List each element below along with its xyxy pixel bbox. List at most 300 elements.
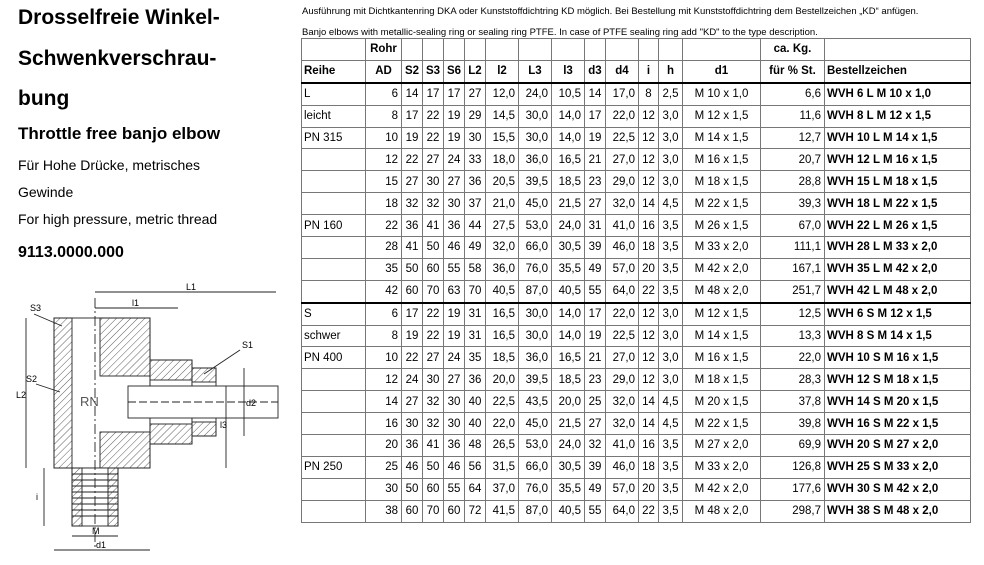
cell-L3: 87,0 bbox=[519, 280, 552, 302]
cell-weight: 177,6 bbox=[761, 478, 825, 500]
cell-l2: 16,5 bbox=[486, 303, 519, 325]
header-top-cell bbox=[825, 39, 971, 61]
cell-d4: 32,0 bbox=[606, 391, 639, 413]
cell-l2: 20,5 bbox=[486, 171, 519, 193]
cell-ad: 42 bbox=[366, 280, 402, 302]
cell-d1: M 27 x 2,0 bbox=[683, 435, 761, 457]
cell-i: 20 bbox=[639, 258, 659, 280]
cell-reihe: PN 400 bbox=[302, 347, 366, 369]
cell-l2: 15,5 bbox=[486, 127, 519, 149]
cell-d4: 29,0 bbox=[606, 369, 639, 391]
cell-s6: 19 bbox=[444, 127, 465, 149]
desc-en: For high pressure, metric thread bbox=[18, 211, 218, 227]
cell-order-code: WVH 22 L M 26 x 1,5 bbox=[825, 215, 971, 237]
table-row bbox=[302, 325, 971, 347]
cell-l3: 30,5 bbox=[552, 456, 585, 478]
header-d4: d4 bbox=[606, 60, 639, 82]
cell-l2: 27,5 bbox=[486, 215, 519, 237]
cell-reihe bbox=[302, 149, 366, 171]
cell-ad: 18 bbox=[366, 193, 402, 215]
cell-i: 16 bbox=[639, 215, 659, 237]
cell-ad: 14 bbox=[366, 391, 402, 413]
cell-d4: 22,5 bbox=[606, 127, 639, 149]
cell-l3: 10,5 bbox=[552, 83, 585, 105]
cell-weight: 67,0 bbox=[761, 215, 825, 237]
header-top-cell bbox=[585, 39, 606, 61]
cell-l3: 40,5 bbox=[552, 500, 585, 522]
cell-ad: 28 bbox=[366, 237, 402, 259]
cell-weight: 37,8 bbox=[761, 391, 825, 413]
cell-L3: 66,0 bbox=[519, 456, 552, 478]
cell-weight: 6,6 bbox=[761, 83, 825, 105]
cell-s6: 30 bbox=[444, 391, 465, 413]
cell-i: 12 bbox=[639, 347, 659, 369]
cell-s2: 36 bbox=[402, 435, 423, 457]
cell-d3: 21 bbox=[585, 149, 606, 171]
cell-L3: 53,0 bbox=[519, 435, 552, 457]
cell-order-code: WVH 8 S M 14 x 1,5 bbox=[825, 325, 971, 347]
cell-l3: 20,0 bbox=[552, 391, 585, 413]
cell-h: 2,5 bbox=[659, 83, 683, 105]
header-top-cell bbox=[552, 39, 585, 61]
cell-d1: M 14 x 1,5 bbox=[683, 127, 761, 149]
cell-s6: 36 bbox=[444, 435, 465, 457]
cell-reihe bbox=[302, 435, 366, 457]
cell-l3: 14,0 bbox=[552, 127, 585, 149]
cell-L3: 76,0 bbox=[519, 478, 552, 500]
label-M: M bbox=[92, 526, 100, 536]
cell-s3: 50 bbox=[423, 456, 444, 478]
cell-s2: 19 bbox=[402, 127, 423, 149]
cell-weight: 126,8 bbox=[761, 456, 825, 478]
header-top-cell bbox=[639, 39, 659, 61]
table-row bbox=[302, 413, 971, 435]
cell-d3: 25 bbox=[585, 391, 606, 413]
table-row bbox=[302, 258, 971, 280]
cell-s2: 27 bbox=[402, 391, 423, 413]
article-number: 9113.0000.000 bbox=[18, 244, 124, 261]
cell-l3: 21,5 bbox=[552, 193, 585, 215]
label-rn: RN bbox=[80, 394, 99, 409]
cell-weight: 39,8 bbox=[761, 413, 825, 435]
label-d2: d2 bbox=[246, 398, 257, 408]
cell-d1: M 22 x 1,5 bbox=[683, 193, 761, 215]
label-l1: l1 bbox=[132, 298, 140, 308]
header-top-cell: ca. Kg. bbox=[761, 39, 825, 61]
cell-s2: 60 bbox=[402, 280, 423, 302]
cell-weight: 28,8 bbox=[761, 171, 825, 193]
cell-h: 3,0 bbox=[659, 303, 683, 325]
cell-weight: 11,6 bbox=[761, 105, 825, 127]
cell-L2: 27 bbox=[465, 83, 486, 105]
table-row bbox=[302, 347, 971, 369]
cell-ad: 6 bbox=[366, 303, 402, 325]
header-top-cell bbox=[519, 39, 552, 61]
cell-d1: M 10 x 1,0 bbox=[683, 83, 761, 105]
cell-d4: 22,0 bbox=[606, 303, 639, 325]
header-top-cell bbox=[465, 39, 486, 61]
cell-reihe: schwer bbox=[302, 325, 366, 347]
header-top-cell bbox=[302, 39, 366, 61]
cell-s6: 27 bbox=[444, 171, 465, 193]
cell-s3: 27 bbox=[423, 149, 444, 171]
cell-l2: 22,0 bbox=[486, 413, 519, 435]
cell-s3: 60 bbox=[423, 258, 444, 280]
cell-L3: 39,5 bbox=[519, 171, 552, 193]
cell-s3: 17 bbox=[423, 83, 444, 105]
cell-ad: 8 bbox=[366, 325, 402, 347]
table-row bbox=[302, 369, 971, 391]
cell-i: 12 bbox=[639, 303, 659, 325]
label-L2: L2 bbox=[16, 390, 27, 400]
cell-l2: 32,0 bbox=[486, 237, 519, 259]
cell-d3: 19 bbox=[585, 127, 606, 149]
header-ad: AD bbox=[366, 60, 402, 82]
cell-weight: 39,3 bbox=[761, 193, 825, 215]
cell-d1: M 33 x 2,0 bbox=[683, 237, 761, 259]
cell-d3: 21 bbox=[585, 347, 606, 369]
cell-d3: 49 bbox=[585, 478, 606, 500]
cell-l3: 24,0 bbox=[552, 215, 585, 237]
cell-d3: 55 bbox=[585, 500, 606, 522]
cell-s6: 46 bbox=[444, 456, 465, 478]
cell-l2: 18,5 bbox=[486, 347, 519, 369]
cell-L2: 40 bbox=[465, 413, 486, 435]
cell-l3: 18,5 bbox=[552, 369, 585, 391]
cell-order-code: WVH 35 L M 42 x 2,0 bbox=[825, 258, 971, 280]
intro-text bbox=[302, 1, 984, 43]
cell-h: 3,5 bbox=[659, 500, 683, 522]
cell-weight: 12,5 bbox=[761, 303, 825, 325]
cell-d1: M 22 x 1,5 bbox=[683, 413, 761, 435]
cell-reihe bbox=[302, 193, 366, 215]
table-header-bottom bbox=[302, 60, 971, 82]
cell-l2: 22,5 bbox=[486, 391, 519, 413]
cell-d1: M 26 x 1,5 bbox=[683, 215, 761, 237]
cell-s6: 19 bbox=[444, 303, 465, 325]
cell-s2: 60 bbox=[402, 500, 423, 522]
cell-ad: 12 bbox=[366, 369, 402, 391]
cell-l3: 16,5 bbox=[552, 149, 585, 171]
cell-weight: 167,1 bbox=[761, 258, 825, 280]
cell-weight: 69,9 bbox=[761, 435, 825, 457]
cell-h: 3,5 bbox=[659, 215, 683, 237]
cell-weight: 13,3 bbox=[761, 325, 825, 347]
cell-L3: 30,0 bbox=[519, 325, 552, 347]
cell-ad: 30 bbox=[366, 478, 402, 500]
cell-d1: M 16 x 1,5 bbox=[683, 347, 761, 369]
cell-d1: M 42 x 2,0 bbox=[683, 258, 761, 280]
cell-s6: 60 bbox=[444, 500, 465, 522]
cell-d3: 19 bbox=[585, 325, 606, 347]
cell-ad: 16 bbox=[366, 413, 402, 435]
label-L1: L1 bbox=[186, 282, 197, 292]
cell-h: 4,5 bbox=[659, 413, 683, 435]
table-row bbox=[302, 127, 971, 149]
title-line-3: bung bbox=[18, 87, 70, 110]
cell-s3: 70 bbox=[423, 280, 444, 302]
cell-h: 3,0 bbox=[659, 171, 683, 193]
cell-ad: 25 bbox=[366, 456, 402, 478]
cell-l2: 12,0 bbox=[486, 83, 519, 105]
cell-reihe bbox=[302, 237, 366, 259]
cell-s3: 50 bbox=[423, 237, 444, 259]
cell-order-code: WVH 8 L M 12 x 1,5 bbox=[825, 105, 971, 127]
cell-h: 3,0 bbox=[659, 369, 683, 391]
cell-ad: 8 bbox=[366, 105, 402, 127]
table-row bbox=[302, 391, 971, 413]
cell-l2: 41,5 bbox=[486, 500, 519, 522]
header-top-cell bbox=[486, 39, 519, 61]
header-i: i bbox=[639, 60, 659, 82]
cell-order-code: WVH 38 S M 48 x 2,0 bbox=[825, 500, 971, 522]
cell-l3: 30,5 bbox=[552, 237, 585, 259]
cell-d1: M 48 x 2,0 bbox=[683, 280, 761, 302]
cell-d1: M 16 x 1,5 bbox=[683, 149, 761, 171]
cell-h: 3,0 bbox=[659, 105, 683, 127]
cell-s2: 14 bbox=[402, 83, 423, 105]
cell-h: 3,0 bbox=[659, 347, 683, 369]
cell-s6: 24 bbox=[444, 149, 465, 171]
cell-L3: 36,0 bbox=[519, 149, 552, 171]
cell-d1: M 33 x 2,0 bbox=[683, 456, 761, 478]
cell-weight: 298,7 bbox=[761, 500, 825, 522]
cell-h: 3,0 bbox=[659, 127, 683, 149]
cell-reihe: PN 160 bbox=[302, 215, 366, 237]
cell-s3: 70 bbox=[423, 500, 444, 522]
cell-l2: 21,0 bbox=[486, 193, 519, 215]
cell-s2: 50 bbox=[402, 478, 423, 500]
cell-s6: 30 bbox=[444, 413, 465, 435]
title-line-1: Drosselfreie Winkel- bbox=[18, 6, 220, 29]
cell-L2: 44 bbox=[465, 215, 486, 237]
header-top-cell: Rohr bbox=[366, 39, 402, 61]
cell-ad: 12 bbox=[366, 149, 402, 171]
cell-ad: 15 bbox=[366, 171, 402, 193]
table-row bbox=[302, 237, 971, 259]
cell-l3: 16,5 bbox=[552, 347, 585, 369]
cell-i: 20 bbox=[639, 478, 659, 500]
cell-L2: 30 bbox=[465, 127, 486, 149]
cell-s3: 32 bbox=[423, 391, 444, 413]
intro-line-2: Banjo elbows with metallic-sealing ring or sealing ring PTFE. In case of PTFE sealing ring add "KD" to the type description. bbox=[302, 27, 818, 38]
cell-d4: 27,0 bbox=[606, 347, 639, 369]
cell-d4: 27,0 bbox=[606, 149, 639, 171]
cell-L2: 58 bbox=[465, 258, 486, 280]
label-s2: S2 bbox=[26, 374, 38, 384]
cell-order-code: WVH 6 L M 10 x 1,0 bbox=[825, 83, 971, 105]
cell-h: 4,5 bbox=[659, 193, 683, 215]
cell-i: 14 bbox=[639, 193, 659, 215]
cell-d3: 23 bbox=[585, 369, 606, 391]
cell-l3: 21,5 bbox=[552, 413, 585, 435]
cell-s2: 32 bbox=[402, 193, 423, 215]
cell-d3: 27 bbox=[585, 413, 606, 435]
cell-d1: M 42 x 2,0 bbox=[683, 478, 761, 500]
cell-d3: 49 bbox=[585, 258, 606, 280]
desc-de-line-1: Für Hohe Drücke, metrisches bbox=[18, 157, 201, 173]
header-h: h bbox=[659, 60, 683, 82]
table-row bbox=[302, 171, 971, 193]
cell-reihe bbox=[302, 500, 366, 522]
cell-h: 3,5 bbox=[659, 280, 683, 302]
table-row bbox=[302, 478, 971, 500]
cell-s2: 50 bbox=[402, 258, 423, 280]
cell-i: 18 bbox=[639, 456, 659, 478]
cell-L2: 29 bbox=[465, 105, 486, 127]
cell-s2: 46 bbox=[402, 456, 423, 478]
table-row bbox=[302, 456, 971, 478]
cell-d4: 22,0 bbox=[606, 105, 639, 127]
header-order-code: Bestellzeichen bbox=[825, 60, 971, 82]
cell-s3: 22 bbox=[423, 325, 444, 347]
cell-l3: 14,0 bbox=[552, 105, 585, 127]
cell-h: 4,5 bbox=[659, 391, 683, 413]
cell-i: 22 bbox=[639, 280, 659, 302]
cell-d4: 41,0 bbox=[606, 435, 639, 457]
cell-d1: M 18 x 1,5 bbox=[683, 369, 761, 391]
cell-ad: 6 bbox=[366, 83, 402, 105]
cell-L2: 35 bbox=[465, 347, 486, 369]
cell-s6: 46 bbox=[444, 237, 465, 259]
cell-weight: 12,7 bbox=[761, 127, 825, 149]
cell-order-code: WVH 20 S M 27 x 2,0 bbox=[825, 435, 971, 457]
cell-ad: 22 bbox=[366, 215, 402, 237]
cell-order-code: WVH 25 S M 33 x 2,0 bbox=[825, 456, 971, 478]
header-d1: d1 bbox=[683, 60, 761, 82]
cell-d4: 32,0 bbox=[606, 413, 639, 435]
cell-l3: 14,0 bbox=[552, 303, 585, 325]
cell-L2: 72 bbox=[465, 500, 486, 522]
cell-reihe bbox=[302, 171, 366, 193]
cell-order-code: WVH 16 S M 22 x 1,5 bbox=[825, 413, 971, 435]
cell-d4: 57,0 bbox=[606, 258, 639, 280]
cell-l2: 31,5 bbox=[486, 456, 519, 478]
cell-order-code: WVH 30 S M 42 x 2,0 bbox=[825, 478, 971, 500]
cell-i: 18 bbox=[639, 237, 659, 259]
table-row bbox=[302, 149, 971, 171]
cell-l2: 14,5 bbox=[486, 105, 519, 127]
cell-i: 12 bbox=[639, 325, 659, 347]
cell-d4: 46,0 bbox=[606, 237, 639, 259]
cell-d3: 32 bbox=[585, 435, 606, 457]
intro-line-1: Ausführung mit Dichtkantenring DKA oder Kunststoffdichtring KD möglich. Bei Bestellung mit Kunststoffdichtring dem Bestellzeichen „KD“ anfügen. bbox=[302, 6, 919, 17]
cell-L2: 48 bbox=[465, 435, 486, 457]
cell-ad: 35 bbox=[366, 258, 402, 280]
cell-d3: 17 bbox=[585, 105, 606, 127]
cell-l2: 37,0 bbox=[486, 478, 519, 500]
cell-s2: 22 bbox=[402, 347, 423, 369]
cell-L2: 70 bbox=[465, 280, 486, 302]
cell-s3: 41 bbox=[423, 435, 444, 457]
cell-l2: 36,0 bbox=[486, 258, 519, 280]
cell-s2: 41 bbox=[402, 237, 423, 259]
cell-order-code: WVH 28 L M 33 x 2,0 bbox=[825, 237, 971, 259]
cell-h: 3,5 bbox=[659, 456, 683, 478]
cell-l3: 18,5 bbox=[552, 171, 585, 193]
cell-s6: 36 bbox=[444, 215, 465, 237]
cell-d3: 39 bbox=[585, 456, 606, 478]
cell-s6: 63 bbox=[444, 280, 465, 302]
cell-s3: 41 bbox=[423, 215, 444, 237]
cell-reihe bbox=[302, 413, 366, 435]
cell-d4: 46,0 bbox=[606, 456, 639, 478]
cell-ad: 10 bbox=[366, 127, 402, 149]
header-top-cell bbox=[423, 39, 444, 61]
cell-i: 12 bbox=[639, 149, 659, 171]
cell-i: 14 bbox=[639, 413, 659, 435]
table-row bbox=[302, 105, 971, 127]
cell-i: 16 bbox=[639, 435, 659, 457]
cell-s6: 19 bbox=[444, 105, 465, 127]
cell-d3: 17 bbox=[585, 303, 606, 325]
cell-ad: 10 bbox=[366, 347, 402, 369]
cell-s3: 30 bbox=[423, 171, 444, 193]
cell-l3: 14,0 bbox=[552, 325, 585, 347]
cell-d1: M 48 x 2,0 bbox=[683, 500, 761, 522]
technical-drawing bbox=[8, 278, 280, 560]
table-row bbox=[302, 435, 971, 457]
cell-d3: 14 bbox=[585, 83, 606, 105]
header-top-cell bbox=[659, 39, 683, 61]
cell-order-code: WVH 12 S M 18 x 1,5 bbox=[825, 369, 971, 391]
cell-L2: 36 bbox=[465, 171, 486, 193]
cell-d4: 22,5 bbox=[606, 325, 639, 347]
cell-d3: 27 bbox=[585, 193, 606, 215]
cell-s3: 22 bbox=[423, 303, 444, 325]
table-row bbox=[302, 215, 971, 237]
cell-h: 3,5 bbox=[659, 258, 683, 280]
cell-L3: 53,0 bbox=[519, 215, 552, 237]
cell-order-code: WVH 14 S M 20 x 1,5 bbox=[825, 391, 971, 413]
header-l3: l3 bbox=[552, 60, 585, 82]
cell-L3: 87,0 bbox=[519, 500, 552, 522]
cell-reihe: L bbox=[302, 83, 366, 105]
cell-L2: 33 bbox=[465, 149, 486, 171]
cell-d4: 17,0 bbox=[606, 83, 639, 105]
cell-s3: 27 bbox=[423, 347, 444, 369]
cell-L2: 56 bbox=[465, 456, 486, 478]
cell-s6: 17 bbox=[444, 83, 465, 105]
header-reihe: Reihe bbox=[302, 60, 366, 82]
cell-L2: 36 bbox=[465, 369, 486, 391]
header-weight: für % St. bbox=[761, 60, 825, 82]
cell-weight: 111,1 bbox=[761, 237, 825, 259]
cell-s3: 22 bbox=[423, 127, 444, 149]
cell-s2: 24 bbox=[402, 369, 423, 391]
cell-L3: 30,0 bbox=[519, 303, 552, 325]
cell-d4: 57,0 bbox=[606, 478, 639, 500]
cell-d4: 29,0 bbox=[606, 171, 639, 193]
label-s3: S3 bbox=[30, 303, 42, 313]
cell-s2: 19 bbox=[402, 325, 423, 347]
header-s6: S6 bbox=[444, 60, 465, 82]
table-row bbox=[302, 500, 971, 522]
cell-order-code: WVH 12 L M 16 x 1,5 bbox=[825, 149, 971, 171]
cell-h: 3,5 bbox=[659, 435, 683, 457]
cell-d3: 31 bbox=[585, 215, 606, 237]
cell-d1: M 12 x 1,5 bbox=[683, 105, 761, 127]
cell-order-code: WVH 15 L M 18 x 1,5 bbox=[825, 171, 971, 193]
cell-reihe: PN 250 bbox=[302, 456, 366, 478]
header-s3: S3 bbox=[423, 60, 444, 82]
cell-i: 12 bbox=[639, 171, 659, 193]
cell-reihe: S bbox=[302, 303, 366, 325]
cell-s2: 17 bbox=[402, 303, 423, 325]
cell-d4: 64,0 bbox=[606, 500, 639, 522]
table-row bbox=[302, 193, 971, 215]
header-L3: L3 bbox=[519, 60, 552, 82]
